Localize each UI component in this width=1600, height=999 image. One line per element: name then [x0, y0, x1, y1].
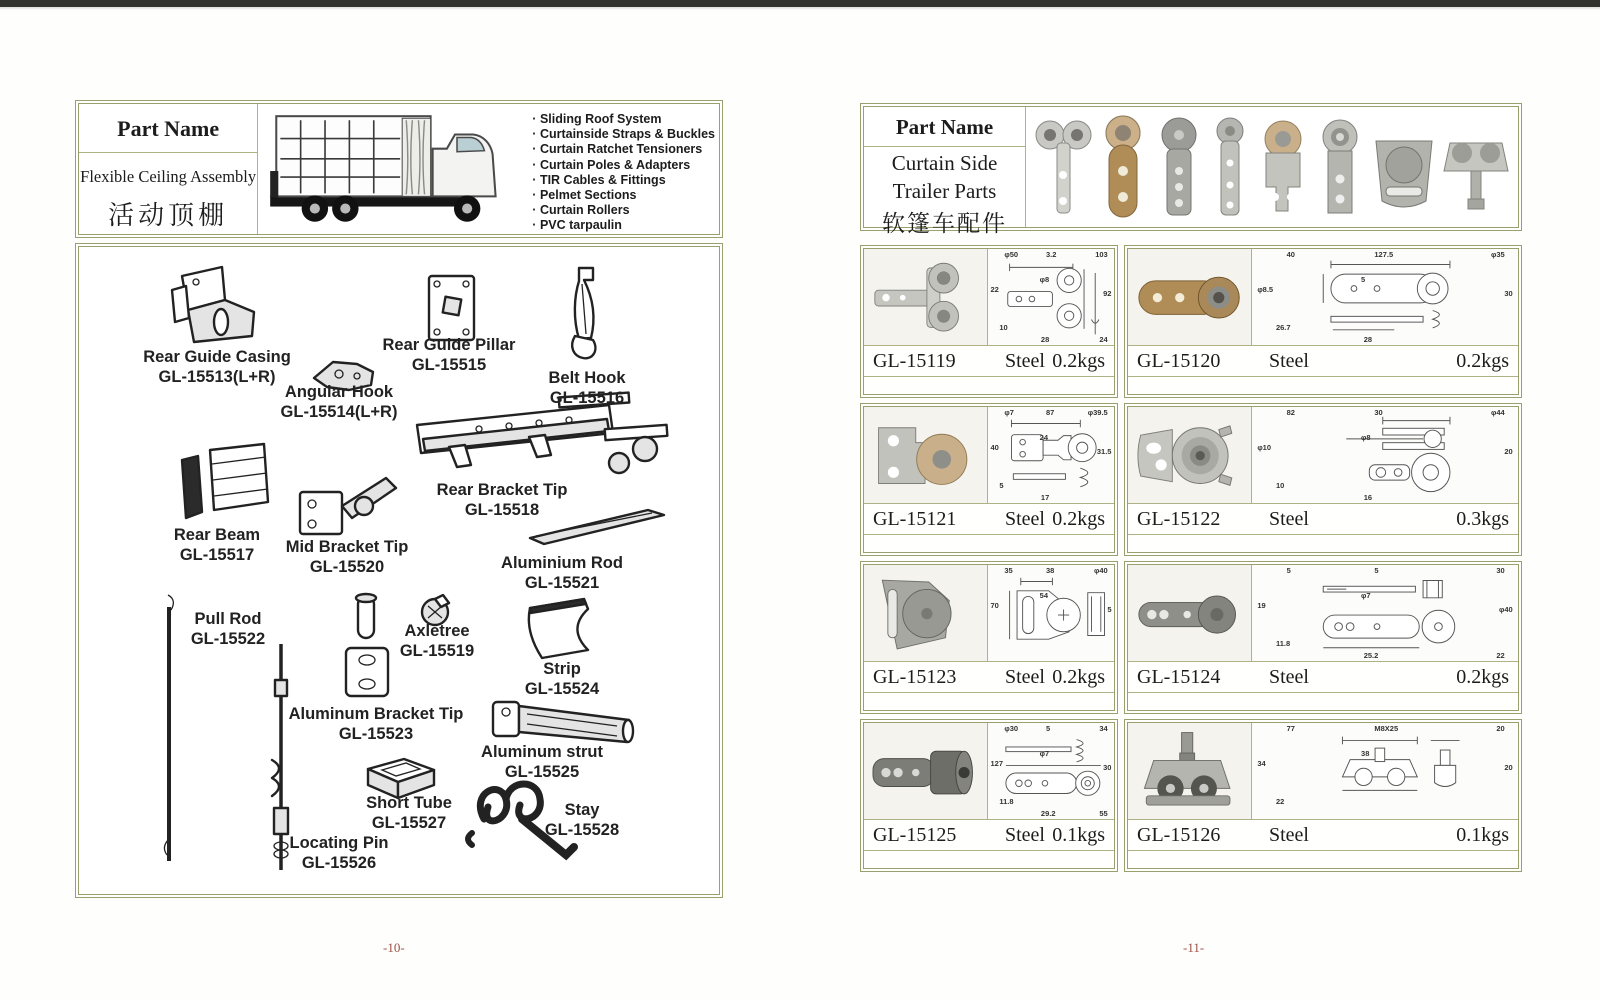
part-caption	[1128, 503, 1518, 534]
feature-item: · Curtain Ratchet Tensioners	[532, 142, 715, 157]
part-label-name: Stay	[564, 801, 600, 819]
part-name-chinese: 活动顶棚	[108, 201, 229, 230]
dimension-label: 5	[1286, 566, 1291, 575]
dimension-label: 30	[1374, 408, 1383, 417]
part-label-name: Aluminium Rod	[501, 554, 623, 572]
drawing-dimensions	[988, 723, 1114, 819]
feature-item: · Curtain Poles & Adapters	[532, 158, 715, 173]
drawing-dimensions	[1252, 723, 1518, 819]
dimension-label: 77	[1286, 724, 1295, 733]
dimension-label: 92	[1103, 289, 1112, 299]
exploded-parts-diagram-box	[75, 243, 723, 898]
cell-footer-strip	[1128, 850, 1518, 868]
part-label-name: Rear Bracket Tip	[436, 481, 568, 499]
dimension-label: 3.2	[1045, 250, 1057, 259]
line-art-rear-beam	[172, 440, 284, 525]
dimension-label: φ40	[1498, 605, 1513, 615]
photo-roller-pendant-bronze	[1094, 113, 1152, 221]
left-header-box	[75, 100, 723, 238]
diagram-label	[432, 743, 652, 782]
dimension-label: 22	[990, 284, 999, 294]
page-number-right: -11-	[1183, 940, 1205, 955]
dimension-label: φ40	[1093, 566, 1108, 575]
part-caption	[864, 661, 1114, 692]
dimension-label: 87	[1045, 408, 1055, 417]
part-name-english-line2: Trailer Parts	[892, 179, 997, 203]
line-art-belt-hook	[561, 264, 609, 366]
part-cell-gl-15121	[860, 403, 1118, 556]
cell-footer-strip	[1128, 376, 1518, 394]
dimension-label: φ7	[1039, 748, 1050, 758]
photo-tan-roller-bracket	[1254, 113, 1312, 221]
dimension-label: φ39.5	[1087, 408, 1108, 417]
dimension-label: φ8	[1039, 274, 1050, 284]
dimension-label: 11.8	[999, 797, 1014, 806]
cell-footer-strip	[864, 376, 1114, 394]
part-code: GL-15120	[1137, 349, 1221, 372]
part-technical-drawing	[988, 407, 1114, 503]
part-caption	[864, 503, 1114, 534]
dimension-label: 38	[1045, 566, 1055, 575]
part-label-code: GL-15521	[524, 573, 600, 592]
diagram-label	[249, 834, 429, 873]
dimension-label: 5	[1045, 724, 1051, 733]
part-cell-gl-15119	[860, 245, 1118, 398]
drawing-dimensions	[988, 249, 1114, 345]
dimension-label: 20	[1496, 724, 1505, 733]
feature-item: · PVC tarpaulin	[532, 218, 715, 233]
cell-footer-strip	[1128, 534, 1518, 552]
part-label-name: Mid Bracket Tip	[285, 538, 409, 556]
dimension-label: 28	[1040, 335, 1050, 344]
part-photo	[1128, 407, 1252, 503]
dimension-label: 22	[1496, 651, 1505, 660]
dimension-label: 20	[1504, 763, 1513, 773]
dimension-label: 28	[1363, 335, 1373, 344]
part-label-code: GL-15522	[190, 629, 266, 648]
part-code: GL-15126	[1137, 823, 1221, 846]
diagram-label	[148, 610, 308, 649]
dimension-label: 17	[1040, 493, 1050, 502]
dimension-label: φ30	[1004, 724, 1019, 733]
part-label-code: GL-15526	[301, 853, 377, 872]
drawing-dimensions	[988, 407, 1114, 503]
dimension-label: 24	[1099, 335, 1108, 344]
photo-disc-pendant	[1152, 113, 1206, 221]
dimension-label: φ8.5	[1257, 284, 1274, 294]
part-code: GL-15119	[873, 349, 956, 372]
curtain-side-truck-photo	[258, 104, 522, 234]
part-photo	[864, 723, 988, 819]
part-weight: 0.2kgs	[1052, 507, 1105, 530]
part-photo	[864, 407, 988, 503]
part-cell-gl-15126	[1124, 719, 1522, 872]
dimension-label: 19	[1257, 600, 1266, 610]
dimension-label: 25.2	[1363, 651, 1379, 660]
part-name-panel	[864, 107, 1026, 236]
dimension-label: 11.8	[1275, 639, 1291, 648]
part-material: Steel	[1005, 665, 1045, 688]
line-art-rear-guide-pillar	[424, 272, 479, 344]
part-material: Steel	[1269, 507, 1309, 530]
cell-footer-strip	[864, 534, 1114, 552]
dimension-label: 5	[1107, 605, 1112, 615]
part-photo	[1128, 249, 1252, 345]
part-label-name: Locating Pin	[289, 834, 389, 852]
dimension-label: 35	[1004, 566, 1013, 575]
part-label-code: GL-15528	[544, 820, 620, 839]
part-label-code: GL-15518	[464, 500, 540, 519]
part-label-code: GL-15514(L+R)	[280, 402, 398, 421]
photo-small-roller-pendant	[1206, 113, 1254, 221]
part-label-code: GL-15527	[371, 813, 447, 832]
part-cell-gl-15122	[1124, 403, 1522, 556]
dimension-label: 34	[1257, 758, 1266, 768]
feature-item: · Pelmet Sections	[532, 188, 715, 203]
part-label-name: Rear Beam	[173, 526, 261, 544]
part-caption	[1128, 661, 1518, 692]
drawing-dimensions	[1252, 249, 1518, 345]
part-label-code: GL-15523	[338, 724, 414, 743]
dimension-label: 70	[990, 600, 999, 610]
part-weight: 0.1kgs	[1052, 823, 1105, 846]
part-material: Steel	[1005, 349, 1045, 372]
diagram-label	[229, 383, 449, 422]
line-art-mid-bracket-tip	[294, 464, 399, 542]
feature-item: · Curtainside Straps & Buckles	[532, 127, 715, 142]
part-technical-drawing	[1252, 249, 1518, 345]
part-caption	[1128, 819, 1518, 850]
part-label-code: GL-15524	[524, 679, 600, 698]
part-code: GL-15124	[1137, 665, 1221, 688]
dimension-label: 82	[1286, 408, 1295, 417]
part-cell-gl-15123	[860, 561, 1118, 714]
dimension-label: 10	[999, 323, 1008, 332]
dimension-label: 26.7	[1275, 323, 1291, 332]
dimension-label: φ35	[1490, 250, 1505, 259]
part-technical-drawing	[988, 565, 1114, 661]
dimension-label: 40	[990, 442, 999, 452]
cell-footer-strip	[864, 850, 1114, 868]
dimension-label: 29.2	[1040, 809, 1056, 818]
dimension-label: φ8	[1361, 432, 1371, 442]
feature-item: · Curtain Rollers	[532, 203, 715, 218]
part-weight: 0.2kgs	[1052, 349, 1105, 372]
part-label-code: GL-15519	[399, 641, 475, 660]
diagram-label	[247, 538, 447, 577]
truck-illustration	[258, 104, 522, 236]
part-caption	[1128, 345, 1518, 376]
part-technical-drawing	[988, 249, 1114, 345]
part-code: GL-15125	[873, 823, 957, 846]
part-material: Steel	[1005, 507, 1045, 530]
drawing-dimensions	[1252, 407, 1518, 503]
part-technical-drawing	[988, 723, 1114, 819]
part-name-panel	[79, 104, 258, 234]
dimension-label: 16	[1363, 493, 1373, 502]
part-label-code: GL-15517	[179, 545, 255, 564]
dimension-label: 30	[1496, 566, 1505, 575]
dimension-label: 38	[1361, 748, 1370, 758]
photo-double-roller-trolley	[1032, 113, 1094, 221]
part-technical-drawing	[1252, 565, 1518, 661]
dimension-label: φ7	[1361, 590, 1371, 600]
page-number-left: -10-	[383, 940, 405, 955]
part-label-name: Strip	[543, 660, 581, 678]
diagram-label	[107, 348, 327, 387]
part-weight: 0.1kgs	[1456, 823, 1509, 846]
dimension-label: φ7	[1004, 408, 1014, 417]
photo-buckle-plate	[1368, 113, 1440, 221]
photo-roller-link	[1312, 113, 1368, 221]
dimension-label: φ44	[1490, 408, 1505, 417]
dimension-label: 54	[1039, 590, 1048, 600]
part-cell-gl-15125	[860, 719, 1118, 872]
photo-trolley-block	[1440, 113, 1512, 221]
diagram-label	[392, 481, 612, 520]
dimension-label: 10	[1275, 481, 1285, 490]
part-caption	[864, 345, 1114, 376]
dimension-label: 31.5	[1096, 447, 1112, 457]
part-photo	[1128, 565, 1252, 661]
part-label-name: Belt Hook	[548, 369, 626, 387]
diagram-label	[329, 794, 489, 833]
part-name-chinese: 软篷车配件	[882, 211, 1007, 236]
scan-artifact-top-edge	[0, 0, 1600, 7]
line-art-strip	[522, 594, 596, 666]
part-label-code: GL-15515	[411, 355, 487, 374]
part-photo	[864, 249, 988, 345]
drawing-dimensions	[988, 565, 1114, 661]
dimension-label: 22	[1275, 797, 1285, 806]
part-cell-gl-15124	[1124, 561, 1522, 714]
cell-footer-strip	[864, 692, 1114, 710]
dimension-label: 34	[1099, 724, 1108, 733]
part-label-code: GL-15525	[504, 762, 580, 781]
dimension-label: φ50	[1004, 250, 1019, 259]
cell-footer-strip	[1128, 692, 1518, 710]
dimension-label: 55	[1099, 809, 1108, 818]
part-photo	[1128, 723, 1252, 819]
part-name-title: Part Name	[79, 104, 257, 153]
part-code: GL-15122	[1137, 507, 1221, 530]
dimension-label: 30	[1504, 289, 1513, 299]
part-name-english-line1: Curtain Side	[891, 151, 998, 175]
dimension-label: 5	[999, 481, 1004, 490]
part-label-name: Rear Guide Casing	[143, 348, 291, 366]
dimension-label: φ10	[1257, 442, 1272, 452]
dimension-label: 127.5	[1374, 250, 1394, 259]
part-material: Steel	[1269, 349, 1309, 372]
right-header-box	[860, 103, 1522, 236]
dimension-label: 20	[1504, 447, 1513, 457]
part-material: Steel	[1269, 823, 1309, 846]
diagram-label	[462, 554, 662, 593]
part-technical-drawing	[1252, 723, 1518, 819]
dimension-label: 103	[1095, 250, 1108, 259]
dimension-label: 24	[1039, 432, 1048, 442]
dimension-label: 127	[990, 758, 1004, 768]
part-label-name: Short Tube	[366, 794, 452, 812]
part-weight: 0.2kgs	[1456, 665, 1509, 688]
part-weight: 0.2kgs	[1456, 349, 1509, 372]
part-material: Steel	[1005, 823, 1045, 846]
line-art-rear-guide-casing	[164, 262, 269, 347]
feature-item: · TIR Cables & Fittings	[532, 173, 715, 188]
part-label-code: GL-15520	[309, 557, 385, 576]
part-caption	[864, 819, 1114, 850]
header-parts-photo-strip	[1026, 107, 1518, 227]
diagram-label	[507, 369, 667, 408]
dimension-label: 30	[1103, 763, 1112, 773]
part-code: GL-15121	[873, 507, 957, 530]
part-label-name: Pull Rod	[194, 610, 262, 628]
part-material: Steel	[1269, 665, 1309, 688]
part-label-name: Aluminum Bracket Tip	[288, 705, 464, 723]
part-label-name: Axletree	[404, 622, 470, 640]
feature-item: · Sliding Roof System	[532, 112, 715, 127]
part-technical-drawing	[1252, 407, 1518, 503]
part-photo	[864, 565, 988, 661]
dimension-label: 40	[1286, 250, 1295, 259]
part-label-name: Rear Guide Pillar	[382, 336, 516, 354]
part-name-title: Part Name	[864, 107, 1025, 147]
part-code: GL-15123	[873, 665, 957, 688]
dimension-label: 5	[1361, 274, 1366, 284]
dimension-label: M8X25	[1374, 724, 1399, 733]
diagram-label	[357, 622, 517, 661]
diagram-label	[502, 801, 662, 840]
part-weight: 0.3kgs	[1456, 507, 1509, 530]
part-label-code: GL-15516	[549, 388, 625, 407]
part-label-name: Angular Hook	[284, 383, 394, 401]
drawing-dimensions	[1252, 565, 1518, 661]
diagram-label	[482, 660, 642, 699]
diagram-label	[251, 705, 501, 744]
part-cell-gl-15120	[1124, 245, 1522, 398]
part-name-english: Flexible Ceiling Assembly	[80, 167, 257, 186]
part-label-name: Aluminum strut	[481, 743, 603, 761]
part-label-code: GL-15513(L+R)	[158, 367, 276, 386]
part-weight: 0.2kgs	[1052, 665, 1105, 688]
feature-list	[522, 104, 719, 234]
dimension-label: 5	[1374, 566, 1379, 575]
